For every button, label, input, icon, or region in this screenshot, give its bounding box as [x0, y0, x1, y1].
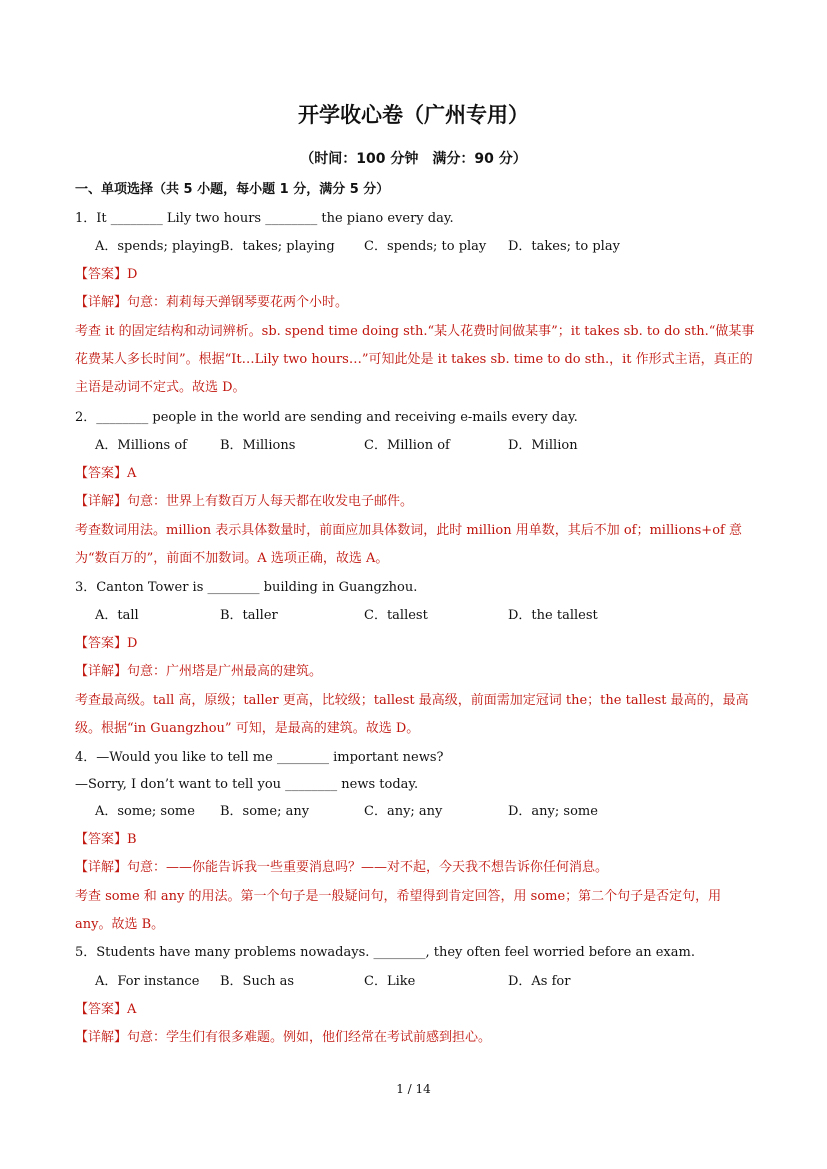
question-4-meaning — [75, 858, 608, 878]
question-3-option-a: A．tall — [95, 608, 139, 623]
question-2-explanation: 考查数词用法。million 表示具体数量时，前面应加具体数词，此时 million 用单数，其后不加 of；millions+of 意为“数百万的”，前面不加数词。A 选项正确，故选 A。 — [75, 523, 742, 566]
question-5-option-d: D．As for — [508, 974, 571, 989]
document-title: 开学收心卷（广州专用） — [298, 103, 529, 127]
question-4-stem-line-1: 4．—Would you like to tell me ________ important news? — [75, 750, 444, 765]
answer-value: D — [127, 636, 138, 651]
question-3-meaning — [75, 662, 322, 682]
question-5-meaning — [75, 1028, 491, 1048]
question-4-option-a: A．some; some — [95, 804, 195, 819]
detail-label: 【详解】 — [75, 1030, 128, 1045]
detail-label: 【详解】 — [75, 860, 128, 875]
page-number: 1 / 14 — [396, 1082, 431, 1096]
detail-label: 【详解】 — [75, 664, 128, 679]
detail-label: 【详解】 — [75, 295, 128, 310]
answer-label: 【答案】 — [75, 636, 128, 651]
question-5-option-b: B．Such as — [220, 974, 295, 989]
question-2-option-c: C．Million of — [364, 438, 450, 453]
answer-label: 【答案】 — [75, 832, 128, 847]
question-1-stem: 1．It ________ Lily two hours ________ the piano every day. — [75, 211, 454, 226]
meaning-text: 句意：莉莉每天弹钢琴要花两个小时。 — [127, 295, 349, 310]
question-1-option-b: B．takes; playing — [220, 239, 335, 254]
question-1-option-c: C．spends; to play — [364, 239, 487, 254]
meaning-text: 句意：学生们有很多难题。例如，他们经常在考试前感到担心。 — [127, 1030, 492, 1045]
question-3-option-d: D．the tallest — [508, 608, 598, 623]
answer-label: 【答案】 — [75, 1002, 128, 1017]
question-1-answer — [75, 265, 137, 285]
question-3-option-c: C．tallest — [364, 608, 428, 623]
question-2-meaning — [75, 492, 413, 512]
answer-label: 【答案】 — [75, 466, 128, 481]
answer-label: 【答案】 — [75, 267, 128, 282]
meaning-text: 句意：广州塔是广州最高的建筑。 — [127, 664, 323, 679]
question-2-answer — [75, 464, 136, 484]
answer-value: D — [127, 267, 138, 282]
question-5-option-a: A．For instance — [95, 974, 200, 989]
question-4-option-d: D．any; some — [508, 804, 598, 819]
question-3-answer — [75, 634, 137, 654]
question-2-option-a: A．Millions of — [95, 438, 187, 453]
answer-value: A — [127, 466, 137, 481]
question-4-option-b: B．some; any — [220, 804, 310, 819]
answer-value: B — [127, 832, 137, 847]
question-5-stem: 5．Students have many problems nowadays. ________, they often feel worried before an exam. — [75, 945, 695, 960]
section-heading: 一、单项选择（共 5 小题，每小题 1 分，满分 5 分） — [75, 182, 390, 197]
question-2-option-d: D．Million — [508, 438, 578, 453]
question-5-option-c: C．Like — [364, 974, 416, 989]
question-4-explanation: 考查 some 和 any 的用法。第一个句子是一般疑问句，希望得到肯定回答，用 some；第二个句子是否定句，用 any。故选 B。 — [75, 889, 722, 932]
question-2-option-b: B．Millions — [220, 438, 296, 453]
question-3-option-b: B．taller — [220, 608, 278, 623]
answer-value: A — [127, 1002, 137, 1017]
document-subtitle: （时间：100 分钟 满分：90 分） — [300, 151, 527, 167]
question-4-answer — [75, 830, 137, 850]
detail-label: 【详解】 — [75, 494, 128, 509]
question-4-option-c: C．any; any — [364, 804, 443, 819]
question-1-meaning — [75, 293, 348, 313]
question-5-answer — [75, 1000, 136, 1020]
question-4-stem-line-2: —Sorry, I don’t want to tell you ________ news today. — [75, 777, 419, 792]
question-1-option-d: D．takes; to play — [508, 239, 620, 254]
question-3-explanation: 考查最高级。tall 高，原级；taller 更高，比较级；tallest 最高级，前面需加定冠词 the；the tallest 最高的，最高级。根据“in Guangzhou” 可知，是最高的建筑。故选 D。 — [75, 693, 749, 736]
meaning-text: 句意：世界上有数百万人每天都在收发电子邮件。 — [127, 494, 414, 509]
meaning-text: 句意：——你能告诉我一些重要消息吗？——对不起，今天我不想告诉你任何消息。 — [127, 860, 609, 875]
question-2-stem: 2．________ people in the world are sending and receiving e-mails every day. — [75, 410, 578, 425]
question-1-explanation: 考查 it 的固定结构和动词辨析。sb. spend time doing sth.“某人花费时间做某事”；it takes sb. to do sth.“做某事花费某人多长时间”。根据“It…Lily two hours…”可知此处是 it takes sb. time to do sth.，it 作形式主语，真正的主语是动词不定式。故选 D。 — [75, 324, 755, 395]
question-1-option-a: A．spends; playing — [95, 239, 221, 254]
question-3-stem: 3．Canton Tower is ________ building in Guangzhou. — [75, 580, 418, 595]
